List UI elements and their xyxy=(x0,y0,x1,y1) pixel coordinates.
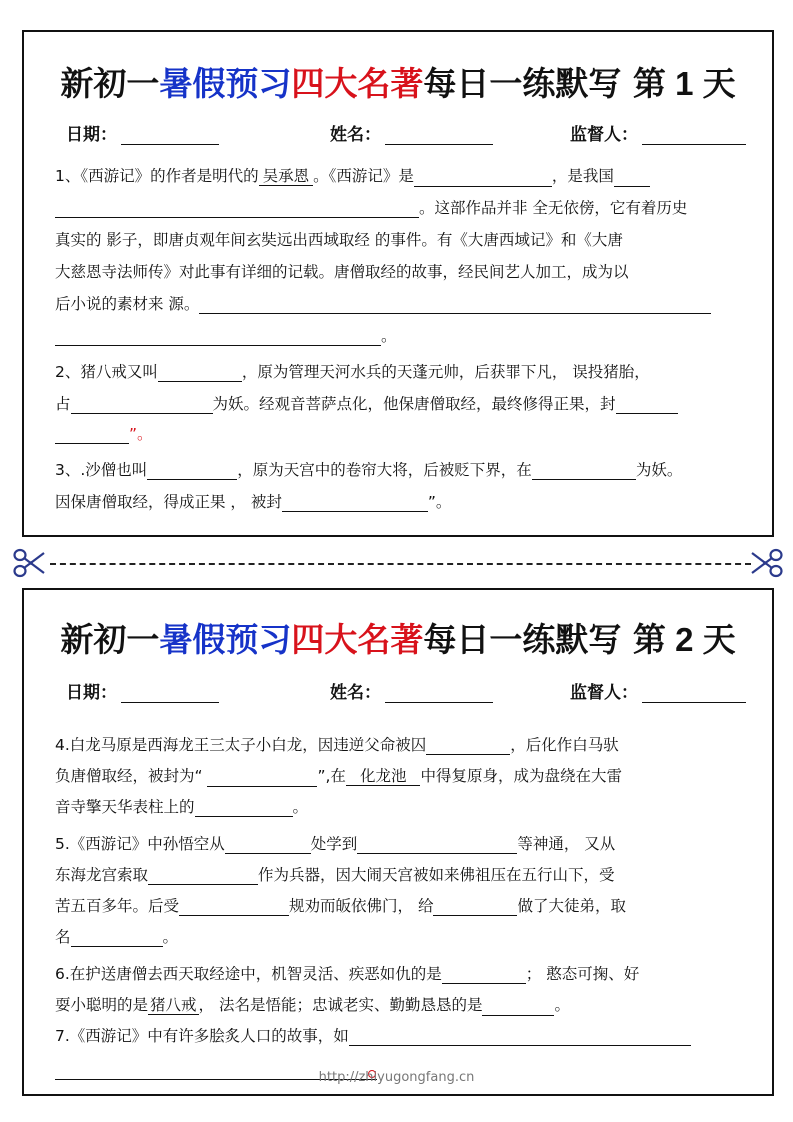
question-2-line-2 xyxy=(55,394,678,414)
scissors-icon xyxy=(750,547,784,579)
text: 规劝而皈依佛门， 给 xyxy=(289,897,434,915)
text: 处学到 xyxy=(310,835,358,853)
day-number: 1 xyxy=(675,65,694,102)
answer-blank[interactable] xyxy=(482,997,554,1016)
filled-answer: 化龙池 xyxy=(346,767,421,786)
title-part-highlight-blue: 暑假预习 xyxy=(159,64,292,103)
text: 2、猪八戒又叫 xyxy=(55,363,158,381)
answer-blank[interactable] xyxy=(71,928,163,947)
text: 5.《西游记》中孙悟空从 xyxy=(55,835,225,853)
answer-blank[interactable] xyxy=(147,461,237,480)
question-1-line-1 xyxy=(55,166,650,187)
scissors-icon xyxy=(12,547,46,579)
title-part-highlight-red: 四大名著 xyxy=(291,620,424,659)
text: 。 xyxy=(162,928,179,946)
question-1-line-3 xyxy=(55,230,623,250)
answer-blank[interactable] xyxy=(225,835,311,854)
filled-answer: 猪八戒 xyxy=(150,996,197,1014)
text: ，是我国 xyxy=(551,167,614,185)
text: 占 xyxy=(55,395,71,413)
answer-blank[interactable] xyxy=(614,168,650,187)
text: 作为兵器，因大闹天宫被如来佛祖压在五行山下，受 xyxy=(258,866,615,884)
question-1-line-2 xyxy=(55,198,687,218)
text: 。《西游记》是 xyxy=(313,167,414,185)
answer-blank[interactable] xyxy=(179,897,289,916)
text: 名 xyxy=(55,928,71,946)
answer-blank[interactable] xyxy=(158,363,242,382)
text: 为妖。 xyxy=(635,461,683,479)
text: 因保唐僧取经，得成正果 ， 被封 xyxy=(55,493,282,511)
date-label: 日期： xyxy=(66,683,117,703)
exercise-card-day-1 xyxy=(22,30,774,537)
text: ， 法名是悟能；忠诚老实、勤勤恳恳的是 xyxy=(198,996,483,1014)
text: ”。 xyxy=(427,493,452,511)
text: ，原为管理天河水兵的天蓬元帅，后获罪下凡， 误投猪胎， xyxy=(241,363,650,381)
date-field[interactable] xyxy=(121,126,219,145)
answer-blank[interactable] xyxy=(195,798,293,817)
text: 6.在护送唐僧去西天取经途中，机智灵活、疾恶如仇的是 xyxy=(55,965,442,983)
answer-blank[interactable] xyxy=(55,199,419,218)
text: 音寺擎天华表柱上的 xyxy=(55,798,195,816)
title-part: 天 xyxy=(702,64,736,103)
info-row xyxy=(66,678,752,702)
name-field[interactable] xyxy=(385,126,493,145)
cut-line-divider xyxy=(50,563,751,565)
text: ，原为天宫中的卷帘大将，后被贬下界，在 xyxy=(237,461,532,479)
text: ； 憨态可掬、好 xyxy=(525,965,640,983)
answer-blank[interactable] xyxy=(148,866,258,885)
answer-blank[interactable] xyxy=(282,493,428,512)
text: 后小说的素材来 源。 xyxy=(55,295,200,313)
text: 。 xyxy=(381,327,397,345)
text: 为妖。经观音菩萨点化，他保唐僧取经，最终修得正果，封 xyxy=(212,395,616,413)
question-3-line-2 xyxy=(55,492,451,512)
title-part: 新初一 xyxy=(60,620,160,659)
title-part: 新初一 xyxy=(60,64,160,103)
title-part: 天 xyxy=(702,620,736,659)
question-1-line-5 xyxy=(55,294,711,314)
question-5-line-2 xyxy=(55,865,615,885)
red-period: 。 xyxy=(137,425,153,443)
answer-blank[interactable] xyxy=(71,395,213,414)
filled-answer: 吴承恩 xyxy=(259,167,314,186)
name-field[interactable] xyxy=(385,684,493,703)
question-5-line-1 xyxy=(55,834,615,854)
text: 耍小聪明的是 xyxy=(55,996,149,1014)
text: 7.《西游记》中有许多脍炙人口的故事，如 xyxy=(55,1027,349,1045)
question-3-line-1 xyxy=(55,460,682,480)
question-5-line-4 xyxy=(55,927,178,947)
answer-blank[interactable] xyxy=(55,327,381,346)
answer-blank[interactable] xyxy=(207,768,317,787)
text: 。这部作品并非 全无依傍，它有着历史 xyxy=(419,199,688,217)
supervisor-field[interactable] xyxy=(642,684,746,703)
supervisor-label: 监督人： xyxy=(570,683,638,703)
text: 等神通， 又从 xyxy=(517,835,616,853)
answer-blank[interactable] xyxy=(199,295,711,314)
question-2-line-3 xyxy=(55,424,153,444)
question-4-line-2 xyxy=(55,766,622,787)
answer-blank[interactable] xyxy=(532,461,636,480)
page-title xyxy=(24,58,772,105)
supervisor-label: 监督人： xyxy=(570,125,638,145)
text: ，后化作白马驮 xyxy=(510,736,619,754)
question-4-line-1 xyxy=(55,735,619,755)
day-number: 2 xyxy=(675,621,694,658)
text: 。 xyxy=(554,996,570,1014)
text: 1、《西游记》的作者是明代的 xyxy=(55,167,259,185)
question-7-line-1 xyxy=(55,1026,691,1046)
text: 负唐僧取经，被封为“ xyxy=(55,767,208,785)
text: 东海龙宫索取 xyxy=(55,866,149,884)
answer-blank[interactable] xyxy=(357,835,517,854)
text: 中得复原身，成为盘绕在大雷 xyxy=(420,767,622,785)
text: 4.白龙马原是西海龙王三太子小白龙，因违逆父命被囚 xyxy=(55,736,427,754)
title-part-highlight-red: 四大名著 xyxy=(291,64,424,103)
answer-blank[interactable] xyxy=(414,168,552,187)
date-label: 日期： xyxy=(66,125,117,145)
title-part: 每日一练默写 第 xyxy=(423,64,666,103)
page-title xyxy=(24,614,772,661)
title-part-highlight-blue: 暑假预习 xyxy=(159,620,292,659)
text: 苦五百多年。后受 xyxy=(55,897,180,915)
footer-watermark-url: http://zhiyugongfang.cn xyxy=(318,1070,475,1085)
exercise-card-day-2 xyxy=(22,588,774,1096)
text: 大慈恩寺法师传》对此事有详细的记载。唐僧取经的故事，经民间艺人加工，成为以 xyxy=(55,263,629,281)
answer-blank[interactable] xyxy=(426,736,510,755)
question-5-line-3 xyxy=(55,896,626,916)
answer-blank[interactable] xyxy=(433,897,517,916)
answer-blank[interactable] xyxy=(349,1027,691,1046)
text: 3、.沙僧也叫 xyxy=(55,461,148,479)
info-row xyxy=(66,120,752,144)
answer-blank[interactable] xyxy=(55,425,129,444)
name-label: 姓名： xyxy=(330,125,381,145)
question-6-line-1 xyxy=(55,964,639,984)
text: ”,在 xyxy=(317,767,346,785)
name-label: 姓名： xyxy=(330,683,381,703)
supervisor-field[interactable] xyxy=(642,126,746,145)
title-part: 每日一练默写 第 xyxy=(423,620,666,659)
text: 真实的 影子，即唐贞观年间玄奘远出西域取经 的事件。有《大唐西域记》和《大唐 xyxy=(55,231,623,249)
answer-blank[interactable] xyxy=(616,395,678,414)
question-1-line-6 xyxy=(55,326,397,346)
question-6-line-2 xyxy=(55,995,570,1016)
red-quote-mark: ” xyxy=(129,425,138,443)
answer-blank[interactable] xyxy=(442,965,526,984)
date-field[interactable] xyxy=(121,684,219,703)
text: 做了大徒弟，取 xyxy=(517,897,626,915)
question-2-line-1 xyxy=(55,362,650,382)
text: 。 xyxy=(292,798,309,816)
question-1-line-4 xyxy=(55,262,629,282)
question-4-line-3 xyxy=(55,797,308,817)
